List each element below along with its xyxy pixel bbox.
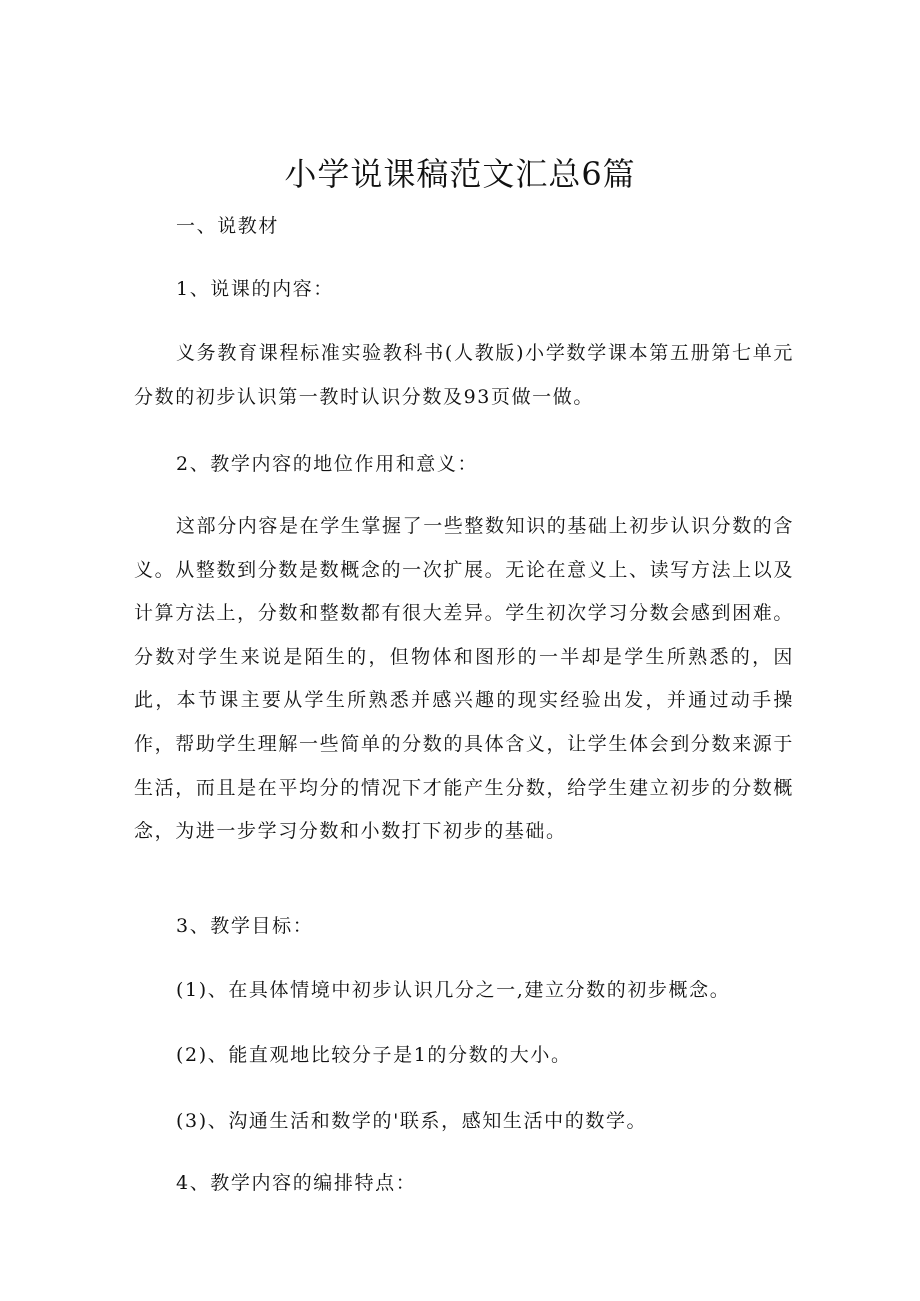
subsection-heading-significance: 2、教学内容的地位作用和意义：	[176, 453, 479, 475]
paragraph-significance: 这部分内容是在学生掌握了一些整数知识的基础上初步认识分数的含义。从整数到分数是数概念的一次扩展。无论在意义上、读写方法上以及计算方法上，分数和整数都有很大差异。学生初次学习分数会感到困难。分数对学生来说是陌生的，但物体和图形的一半却是学生所熟悉的，因此，本节课主要从学生所熟悉并感兴趣的现实经验出发，并通过动手操作，帮助学生理解一些简单的分数的具体含义，让学生体会到分数来源于生活，而且是在平均分的情况下才能产生分数，给学生建立初步的分数概念，为进一步学习分数和小数打下初步的基础。	[134, 515, 795, 843]
goal-item-1: (1)、在具体情境中初步认识几分之一,建立分数的初步概念。	[176, 979, 731, 1001]
section-heading: 一、说教材	[176, 215, 280, 237]
paragraph-content: 义务教育课程标准实验教科书(人教版)小学数学课本第五册第七单元分数的初步认识第一教时认识分数及93页做一做。	[134, 342, 794, 408]
document-title: 小学说课稿范文汇总6篇	[284, 155, 636, 193]
goal-item-2: (2)、能直观地比较分子是1的分数的大小。	[176, 1044, 572, 1066]
subsection-heading-arrangement: 4、教学内容的编排特点：	[176, 1172, 417, 1194]
subsection-heading-content: 1、说课的内容：	[176, 278, 334, 300]
goal-item-3: (3)、沟通生活和数学的'联系，感知生活中的数学。	[176, 1110, 648, 1132]
subsection-heading-goals: 3、教学目标：	[176, 915, 314, 937]
